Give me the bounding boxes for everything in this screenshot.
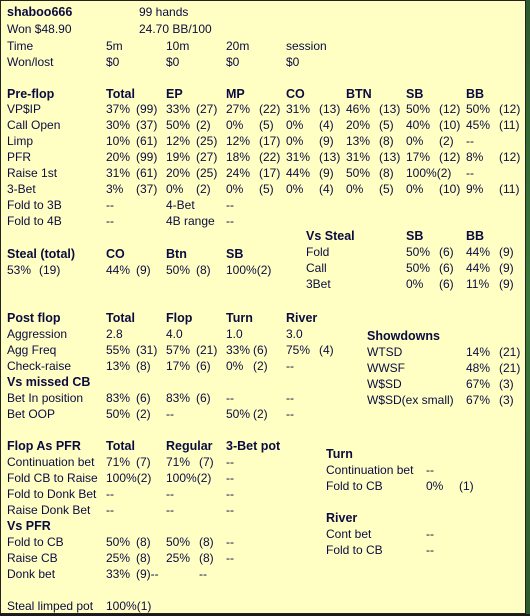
time-20m: 20m: [226, 39, 250, 53]
steal-cell: (9): [136, 263, 151, 277]
preflop-cell: (5): [379, 118, 394, 132]
postflop-header: Flop: [166, 311, 193, 325]
steal-cell: (8): [196, 263, 211, 277]
preflop-cell: 4B range: [166, 214, 215, 228]
preflop-cell: (13): [379, 102, 401, 116]
preflop-cell: 27%: [226, 102, 251, 116]
steal-cell: 44%: [106, 263, 131, 277]
vs-missed-cb-header: Vs missed CB: [7, 375, 91, 389]
preflop-header: Total: [106, 87, 135, 101]
flop-pfr-header: Flop As PFR: [7, 439, 81, 453]
turn-row-label: Fold to CB: [326, 479, 383, 493]
postflop-cell: 17%: [166, 359, 191, 373]
preflop-cell: (61): [136, 134, 158, 148]
preflop-cell: --: [226, 214, 234, 228]
steal-cell: 53%: [7, 263, 32, 277]
flop-pfr-cell: --: [166, 503, 174, 517]
steal-cell: 100%(2): [226, 263, 272, 277]
postflop-cell: (6): [253, 343, 268, 357]
flop-pfr-cell: 71%: [106, 455, 131, 469]
preflop-cell: (10): [439, 182, 461, 196]
preflop-row-label: Fold to 3B: [7, 198, 62, 212]
river-header: River: [326, 511, 358, 525]
postflop-cell: --: [286, 359, 294, 373]
preflop-cell: 0%: [166, 182, 184, 196]
vs-pfr-row-label: Fold to CB: [7, 535, 64, 549]
postflop-cell: 33%: [226, 343, 251, 357]
player-name: shaboo666: [7, 5, 73, 19]
preflop-cell: 30%: [106, 118, 131, 132]
preflop-cell: (5): [259, 182, 274, 196]
preflop-cell: 50%: [466, 102, 491, 116]
postflop-cell: (4): [319, 343, 334, 357]
vs-pfr-cell: --: [226, 535, 234, 549]
preflop-cell: (13): [319, 150, 341, 164]
preflop-cell: (27): [196, 102, 218, 116]
preflop-cell: 18%: [226, 150, 251, 164]
postflop-row-label: Agg Freq: [7, 343, 57, 357]
preflop-cell: (10): [439, 118, 461, 132]
preflop-cell: 20%: [106, 150, 131, 164]
preflop-cell: (13): [319, 102, 341, 116]
vs-pfr-cell: 25%: [106, 551, 131, 565]
preflop-cell: 0%: [406, 182, 424, 196]
preflop-cell: (2): [439, 134, 454, 148]
hands-count: 99 hands: [139, 5, 189, 19]
wonlost-session: $0: [286, 55, 300, 69]
missed-cb-cell: (6): [196, 391, 211, 405]
turn-cell: 0%: [426, 479, 444, 493]
turn-cell: --: [426, 463, 434, 477]
preflop-cell: 12%: [166, 134, 191, 148]
missed-cb-cell: 50%: [106, 407, 131, 421]
showdowns-row-label: W$SD: [367, 377, 402, 391]
showdowns-cell: (3): [499, 393, 514, 407]
missed-cb-cell: 83%: [166, 391, 191, 405]
preflop-cell: (22): [259, 102, 281, 116]
preflop-cell: (4): [319, 182, 334, 196]
preflop-cell: 9%: [466, 182, 484, 196]
preflop-cell: (2): [196, 182, 211, 196]
preflop-cell: 20%: [346, 118, 371, 132]
preflop-cell: (25): [196, 166, 218, 180]
preflop-cell: (9): [319, 166, 334, 180]
preflop-cell: --: [466, 166, 474, 180]
preflop-cell: 0%: [406, 134, 424, 148]
postflop-cell: 0%: [226, 359, 244, 373]
missed-cb-cell: (2): [136, 407, 151, 421]
preflop-cell: (22): [259, 150, 281, 164]
preflop-header: BTN: [346, 87, 372, 101]
vs-pfr-cell: 50%: [166, 535, 191, 549]
postflop-cell: (8): [136, 359, 151, 373]
postflop-cell: 55%: [106, 343, 131, 357]
preflop-cell: (12): [439, 102, 461, 116]
flop-pfr-cell: --: [226, 503, 234, 517]
vs-steal-header: BB: [466, 229, 485, 243]
preflop-cell: 17%: [406, 150, 431, 164]
vs-pfr-cell: (9)--: [136, 567, 159, 581]
turn-cell: (1): [459, 479, 474, 493]
preflop-cell: --: [466, 134, 474, 148]
vs-steal-row-label: Call: [306, 261, 327, 275]
postflop-row-label: Aggression: [7, 327, 68, 341]
vs-pfr-row-label: Donk bet: [7, 567, 56, 581]
preflop-row-label: Fold to 4B: [7, 214, 62, 228]
preflop-cell: 33%: [166, 102, 191, 116]
preflop-row-label: Limp: [7, 134, 34, 148]
postflop-cell: (6): [196, 359, 211, 373]
vs-pfr-cell: (8): [199, 551, 214, 565]
showdowns-cell: 67%: [466, 377, 491, 391]
missed-cb-row-label: Bet In position: [7, 391, 84, 405]
preflop-header: EP: [166, 87, 183, 101]
showdowns-header: Showdowns: [367, 329, 440, 343]
preflop-cell: (4): [319, 118, 334, 132]
vs-steal-header: Vs Steal: [306, 229, 355, 243]
wonlost-5m: $0: [106, 55, 120, 69]
flop-pfr-row-label: Fold to Donk Bet: [7, 487, 97, 501]
preflop-cell: 20%: [166, 166, 191, 180]
postflop-cell: 57%: [166, 343, 191, 357]
postflop-cell: (2): [253, 359, 268, 373]
missed-cb-cell: (2): [253, 407, 268, 421]
flop-pfr-row-label: Fold CB to Raise: [7, 471, 98, 485]
postflop-header: River: [286, 311, 318, 325]
preflop-cell: 19%: [166, 150, 191, 164]
postflop-header: Turn: [226, 311, 253, 325]
vs-pfr-cell: (8): [136, 551, 151, 565]
preflop-cell: 0%: [286, 118, 304, 132]
postflop-cell: 3.0: [286, 327, 303, 341]
vs-steal-cell: (9): [499, 245, 514, 259]
postflop-cell: 4.0: [166, 327, 183, 341]
preflop-header: BB: [466, 87, 485, 101]
preflop-cell: (17): [259, 134, 281, 148]
missed-cb-cell: --: [286, 391, 294, 405]
vs-steal-cell: 50%: [406, 245, 431, 259]
preflop-cell: 0%: [286, 134, 304, 148]
vs-pfr-cell: --: [226, 551, 234, 565]
vs-pfr-row-label: Raise CB: [7, 551, 58, 565]
steal-cell: (19): [39, 263, 61, 277]
showdowns-row-label: WWSF: [367, 361, 405, 375]
flop-pfr-row-label: Continuation bet: [7, 455, 95, 469]
preflop-cell: 40%: [406, 118, 431, 132]
time-label: Time: [7, 39, 34, 53]
preflop-cell: (2): [196, 118, 211, 132]
preflop-cell: 10%: [106, 134, 131, 148]
vs-steal-row-label: Fold: [306, 245, 330, 259]
preflop-cell: 37%: [106, 102, 131, 116]
preflop-cell: 50%: [346, 166, 371, 180]
steal-cell: 50%: [166, 263, 191, 277]
preflop-row-label: VP$IP: [7, 102, 42, 116]
vs-steal-cell: 0%: [406, 277, 424, 291]
preflop-cell: (12): [499, 102, 521, 116]
flop-pfr-header: Regular: [166, 439, 213, 453]
preflop-cell: 31%: [286, 102, 311, 116]
vs-steal-cell: 11%: [466, 277, 490, 291]
preflop-cell: (37): [136, 118, 158, 132]
time-session: session: [286, 39, 327, 53]
preflop-cell: (27): [196, 150, 218, 164]
postflop-cell: 13%: [106, 359, 131, 373]
preflop-cell: (8): [379, 134, 394, 148]
flop-pfr-cell: --: [226, 471, 234, 485]
time-5m: 5m: [106, 39, 123, 53]
missed-cb-row-label: Bet OOP: [7, 407, 56, 421]
preflop-cell: --: [106, 198, 114, 212]
river-row-label: Cont bet: [326, 527, 372, 541]
preflop-cell: 8%: [466, 150, 484, 164]
preflop-cell: 31%: [106, 166, 131, 180]
postflop-header: Total: [106, 311, 135, 325]
preflop-cell: (37): [136, 182, 158, 196]
preflop-cell: 50%: [166, 118, 191, 132]
postflop-cell: (21): [196, 343, 218, 357]
vs-steal-cell: (6): [439, 277, 454, 291]
preflop-header: SB: [406, 87, 424, 101]
missed-cb-cell: --: [226, 391, 234, 405]
time-10m: 10m: [166, 39, 190, 53]
showdowns-cell: 14%: [466, 345, 491, 359]
flop-pfr-cell: --: [106, 487, 114, 501]
vs-steal-cell: (9): [499, 277, 514, 291]
vs-steal-cell: 44%: [466, 261, 491, 275]
preflop-cell: (12): [439, 150, 461, 164]
preflop-row-label: Raise 1st: [7, 166, 58, 180]
preflop-cell: (99): [136, 102, 158, 116]
preflop-cell: 4-Bet: [166, 198, 195, 212]
postflop-cell: 2.8: [106, 327, 123, 341]
vs-steal-cell: (6): [439, 245, 454, 259]
preflop-cell: 0%: [226, 118, 244, 132]
preflop-row-label: Call Open: [7, 118, 61, 132]
river-row-label: Fold to CB: [326, 543, 383, 557]
preflop-cell: 50%: [406, 102, 431, 116]
steal-header: CO: [106, 247, 125, 261]
preflop-cell: 100%(2): [406, 166, 452, 180]
preflop-header: Pre-flop: [7, 87, 55, 101]
flop-pfr-header: Total: [106, 439, 135, 453]
vs-pfr-header: Vs PFR: [7, 519, 51, 533]
showdowns-cell: 67%: [466, 393, 491, 407]
flop-pfr-row-label: Raise Donk Bet: [7, 503, 91, 517]
preflop-row-label: 3-Bet: [7, 182, 36, 196]
preflop-header: CO: [286, 87, 305, 101]
showdowns-cell: (21): [499, 361, 521, 375]
preflop-row-label: PFR: [7, 150, 31, 164]
postflop-cell: 1.0: [226, 327, 243, 341]
won-amount: Won $48.90: [7, 22, 72, 36]
preflop-cell: (5): [379, 182, 394, 196]
preflop-cell: 0%: [226, 182, 244, 196]
preflop-cell: 24%: [226, 166, 251, 180]
flop-pfr-cell: 71%: [166, 455, 191, 469]
preflop-cell: 12%: [226, 134, 251, 148]
flop-pfr-cell: --: [106, 503, 114, 517]
flop-pfr-cell: --: [166, 487, 174, 501]
wonlost-label: Won/lost: [7, 55, 54, 69]
preflop-cell: (8): [379, 166, 394, 180]
vs-steal-cell: 50%: [406, 261, 431, 275]
preflop-cell: (99): [136, 150, 158, 164]
wonlost-10m: $0: [166, 55, 180, 69]
flop-pfr-header: 3-Bet pot: [226, 439, 281, 453]
flop-pfr-cell: (7): [199, 455, 214, 469]
vs-pfr-cell: 25%: [166, 551, 191, 565]
postflop-row-label: Check-raise: [7, 359, 72, 373]
steal-header: Steal (total): [7, 247, 76, 261]
preflop-cell: 45%: [466, 118, 491, 132]
steal-limped-label: Steal limped pot: [7, 599, 94, 613]
postflop-header: Post flop: [7, 311, 61, 325]
missed-cb-cell: 50%: [226, 407, 251, 421]
flop-pfr-cell: 100%(2): [106, 471, 152, 485]
vs-pfr-cell: 50%: [106, 535, 131, 549]
preflop-cell: 31%: [286, 150, 311, 164]
missed-cb-cell: --: [286, 407, 294, 421]
preflop-cell: (17): [259, 166, 281, 180]
vs-pfr-cell: --: [199, 567, 207, 581]
vs-pfr-cell: (8): [199, 535, 214, 549]
preflop-cell: (9): [319, 134, 334, 148]
window-edge: [526, 0, 530, 616]
river-cell: --: [426, 543, 434, 557]
vs-steal-cell: (6): [439, 261, 454, 275]
preflop-cell: (13): [379, 150, 401, 164]
flop-pfr-cell: 100%(2): [166, 471, 212, 485]
bb-rate: 24.70 BB/100: [139, 22, 212, 36]
preflop-cell: --: [226, 198, 234, 212]
turn-row-label: Continuation bet: [326, 463, 414, 477]
preflop-cell: (11): [499, 118, 520, 132]
flop-pfr-cell: (7): [136, 455, 151, 469]
vs-pfr-cell: (8): [136, 535, 151, 549]
showdowns-cell: (21): [499, 345, 521, 359]
showdowns-cell: 48%: [466, 361, 491, 375]
preflop-cell: (12): [499, 150, 521, 164]
flop-pfr-cell: --: [226, 487, 234, 501]
missed-cb-cell: 83%: [106, 391, 131, 405]
preflop-cell: 0%: [346, 182, 364, 196]
river-cell: --: [426, 527, 434, 541]
vs-steal-row-label: 3Bet: [306, 277, 331, 291]
vs-steal-cell: (9): [499, 261, 514, 275]
postflop-cell: (31): [136, 343, 158, 357]
postflop-cell: 75%: [286, 343, 311, 357]
preflop-header: MP: [226, 87, 245, 101]
vs-steal-header: SB: [406, 229, 424, 243]
preflop-cell: (5): [259, 118, 274, 132]
showdowns-row-label: WTSD: [367, 345, 403, 359]
preflop-cell: 3%: [106, 182, 124, 196]
missed-cb-cell: --: [166, 407, 174, 421]
preflop-cell: 46%: [346, 102, 371, 116]
preflop-cell: (25): [196, 134, 218, 148]
preflop-cell: 44%: [286, 166, 311, 180]
missed-cb-cell: (6): [136, 391, 151, 405]
steal-header: Btn: [166, 247, 187, 261]
steal-header: SB: [226, 247, 244, 261]
flop-pfr-cell: --: [226, 455, 234, 469]
preflop-cell: --: [106, 214, 114, 228]
preflop-cell: 0%: [286, 182, 304, 196]
turn-header: Turn: [326, 447, 353, 461]
wonlost-20m: $0: [226, 55, 240, 69]
showdowns-row-label: W$SD(ex small): [367, 393, 454, 407]
vs-pfr-cell: 33%: [106, 567, 131, 581]
vs-steal-cell: 44%: [466, 245, 491, 259]
steal-limped-value: 100%(1): [106, 599, 152, 613]
showdowns-cell: (3): [499, 377, 514, 391]
preflop-cell: (61): [136, 166, 158, 180]
preflop-cell: 13%: [346, 134, 371, 148]
preflop-cell: (11): [499, 182, 520, 196]
preflop-cell: 31%: [346, 150, 371, 164]
